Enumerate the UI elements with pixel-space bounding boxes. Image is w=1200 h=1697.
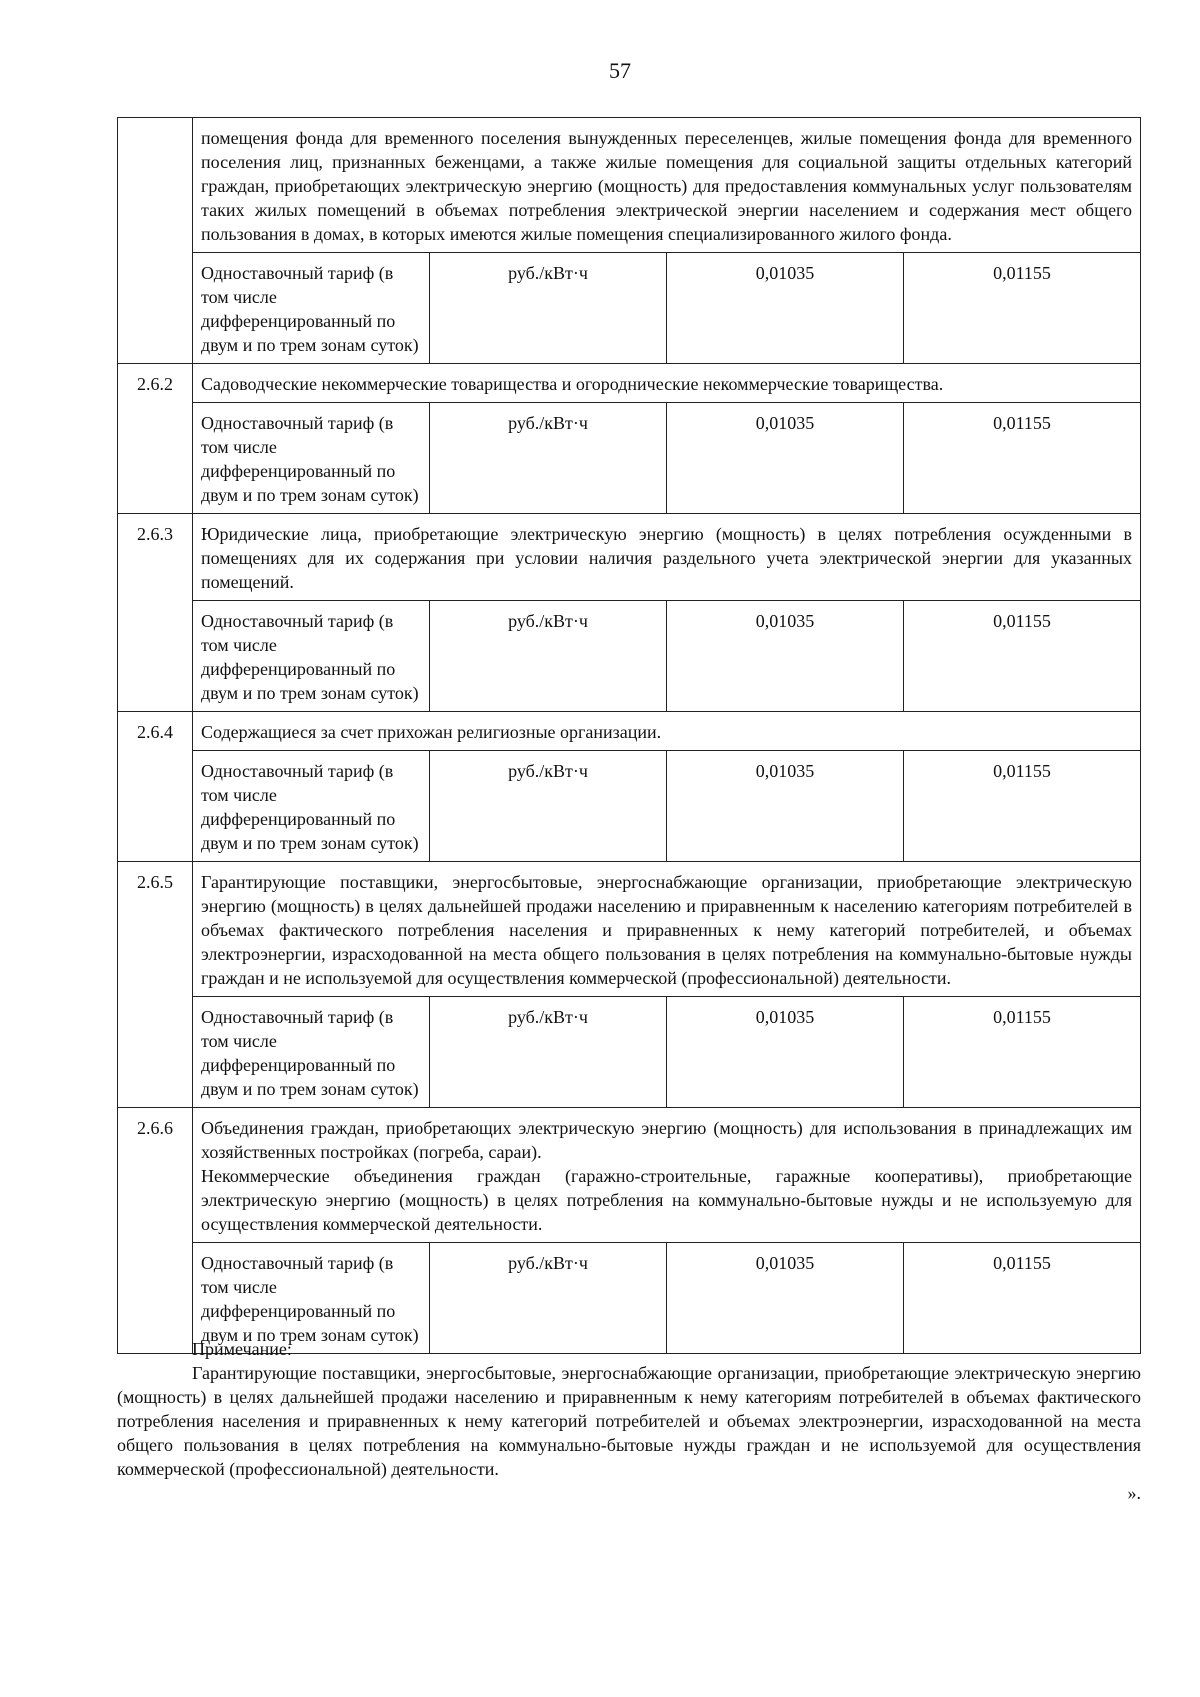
- section-row: [118, 364, 1141, 403]
- tariff-value-1: 0,01035: [667, 751, 904, 862]
- tariff-value-1: 0,01035: [667, 601, 904, 712]
- section-description: [193, 1108, 1141, 1243]
- tariff-value-2: 0,01155: [904, 751, 1141, 862]
- tariff-value-1: 0,01035: [667, 253, 904, 364]
- section-description-part-2: Некоммерческие объединения граждан (гаражно-строительные, гаражные кооперативы), приобретающие электрическую энергию (мощность) в целях потребления на коммунально-бытовые нужды и не используемую для осуществления коммерческой деятельности.: [201, 1166, 1132, 1234]
- tariff-name: Одноставочный тариф (в том числе дифференцированный по двум и по трем зонам суток): [193, 253, 430, 364]
- section-row: [118, 1108, 1141, 1243]
- section-row: [118, 514, 1141, 601]
- tariff-name: Одноставочный тариф (в том числе дифференцированный по двум и по трем зонам суток): [193, 601, 430, 712]
- section-description: помещения фонда для временного поселения вынужденных переселенцев, жилые помещения фонда для временного поселения лиц, признанных беженцами, а также жилые помещения для социальной защиты отдельных категорий граждан, приобретающих электрическую энергию (мощность) для предоставления коммунальных услуг пользователям таких жилых помещений в объемах потребления электрической энергии населением и содержания мест общего пользования в домах, в которых имеются жилые помещения специализированного жилого фонда.: [193, 118, 1141, 253]
- note-block: [117, 1337, 1141, 1505]
- tariff-value-2: 0,01155: [904, 601, 1141, 712]
- tariff-value-2: 0,01155: [904, 997, 1141, 1108]
- tariff-name: Одноставочный тариф (в том числе дифференцированный по двум и по трем зонам суток): [193, 997, 430, 1108]
- section-row: [118, 712, 1141, 751]
- section-number: 2.6.4: [118, 712, 193, 862]
- note-text: Гарантирующие поставщики, энергосбытовые, энергоснабжающие организации, приобретающие электрическую энергию (мощность) в целях дальнейшей продажи населению и приравненным к нему категориям потребителей в объемах фактического потребления населения и приравненных к нему категорий потребителей и объемах электроэнергии, израсходованной на места общего пользования в целях потребления на коммунально-бытовые нужды граждан и не используемой для осуществления коммерческой (профессиональной) деятельности.: [117, 1363, 1141, 1479]
- tariff-unit: руб./кВт·ч: [430, 751, 667, 862]
- tariff-name: Одноставочный тариф (в том числе дифференцированный по двум и по трем зонам суток): [193, 751, 430, 862]
- section-description: Юридические лица, приобретающие электрическую энергию (мощность) в целях потребления осужденными в помещениях для их содержания при условии наличия раздельного учета электрической энергии для указанных помещений.: [193, 514, 1141, 601]
- section-description: Гарантирующие поставщики, энергосбытовые, энергоснабжающие организации, приобретающие электрическую энергию (мощность) в целях дальнейшей продажи населению и приравненным к населению категориям потребителей в объемах фактического потребления населения и приравненных к нему категорий потребителей, и объемах электроэнергии, израсходованной на места общего пользования в целях потребления на коммунально-бытовые нужды граждан и не используемой для осуществления коммерческой (профессиональной) деятельности.: [193, 862, 1141, 997]
- section-description: Содержащиеся за счет прихожан религиозные организации.: [193, 712, 1141, 751]
- tariff-row: [118, 253, 1141, 364]
- section-number: [118, 118, 193, 364]
- tariff-value-2: 0,01155: [904, 1243, 1141, 1354]
- tariff-value-1: 0,01035: [667, 997, 904, 1108]
- tariff-name: Одноставочный тариф (в том числе дифференцированный по двум и по трем зонам суток): [193, 403, 430, 514]
- tariff-unit: руб./кВт·ч: [430, 601, 667, 712]
- tariff-unit: руб./кВт·ч: [430, 1243, 667, 1354]
- tariff-value-2: 0,01155: [904, 253, 1141, 364]
- page-number: 57: [609, 58, 631, 83]
- tariff-unit: руб./кВт·ч: [430, 253, 667, 364]
- section-row: [118, 862, 1141, 997]
- closing-quote: ».: [1127, 1483, 1141, 1503]
- section-number: 2.6.6: [118, 1108, 193, 1354]
- tariff-name: Одноставочный тариф (в том числе дифференцированный по двум и по трем зонам суток): [193, 1243, 430, 1354]
- tariff-value-1: 0,01035: [667, 1243, 904, 1354]
- tariff-table: [117, 117, 1141, 1354]
- tariff-value-2: 0,01155: [904, 403, 1141, 514]
- tariff-row: [118, 751, 1141, 862]
- tariff-row: [118, 601, 1141, 712]
- section-number: 2.6.2: [118, 364, 193, 514]
- section-number: 2.6.3: [118, 514, 193, 712]
- tariff-unit: руб./кВт·ч: [430, 997, 667, 1108]
- section-row: [118, 118, 1141, 253]
- section-description: Садоводческие некоммерческие товарищества и огороднические некоммерческие товарищества.: [193, 364, 1141, 403]
- tariff-row: [118, 997, 1141, 1108]
- note-title: Примечание:: [192, 1339, 292, 1359]
- section-number: 2.6.5: [118, 862, 193, 1108]
- tariff-row: [118, 403, 1141, 514]
- tariff-value-1: 0,01035: [667, 403, 904, 514]
- section-description-part-1: Объединения граждан, приобретающих электрическую энергию (мощность) для использования в принадлежащих им хозяйственных постройках (погреба, сараи).: [201, 1118, 1132, 1162]
- tariff-unit: руб./кВт·ч: [430, 403, 667, 514]
